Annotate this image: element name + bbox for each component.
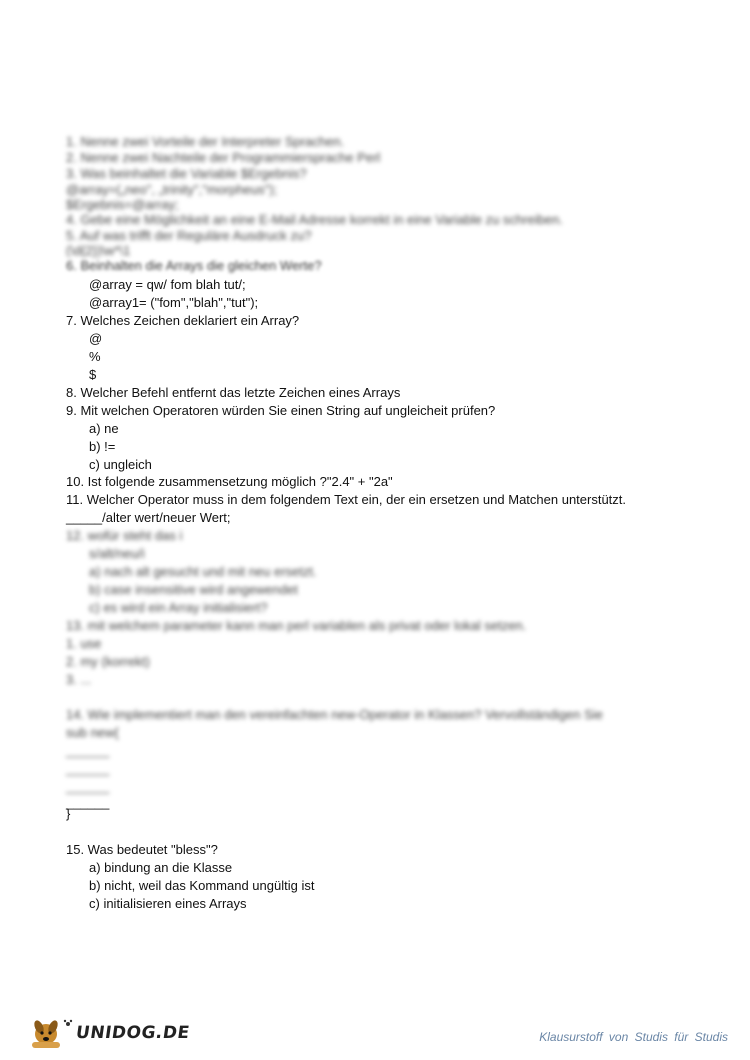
question-9-option-c: c) ungleich <box>89 457 152 472</box>
question-1: 1. Nenne zwei Vorteile der Interpreter Sprachen. <box>66 134 345 149</box>
question-6: 6. Beinhalten die Arrays die gleichen Werte? <box>66 258 322 273</box>
question-3-code-2: $Ergebnis=@array; <box>66 197 179 212</box>
question-13-option-1: 1. use <box>66 636 102 651</box>
question-7-option-c: $ <box>89 367 97 382</box>
question-13: 13. mit welchem parameter kann man perl variablen als privat oder lokal setzen. <box>66 618 527 633</box>
question-11: 11. Welcher Operator muss in dem folgendem Text ein, der ein ersetzen und Matchen unterstützt. <box>66 492 627 507</box>
question-15-option-b: b) nicht, weil das Kommand ungültig ist <box>89 878 315 893</box>
question-11-code: _____/alter wert/neuer Wert; <box>66 510 231 525</box>
question-3: 3. Was beinhaltet die Variable $Ergebnis? <box>66 166 307 181</box>
unidog-logo <box>24 1012 191 1052</box>
question-5-code: (\d{2})\w*\1 <box>66 243 131 258</box>
dog-icon <box>24 1012 74 1052</box>
question-15-option-a: a) bindung an die Klasse <box>89 860 233 875</box>
question-7-option-b: % <box>89 349 101 364</box>
question-14: 14. Wie implementiert man den vereinfachten new-Operator in Klassen? Vervollständigen Sie <box>66 707 603 722</box>
question-9: 9. Mit welchen Operatoren würden Sie einen String auf ungleicheit prüfen? <box>66 403 496 418</box>
question-14-blank-2: ______ <box>66 761 110 776</box>
question-12-code: s/alt/neu/i <box>89 546 145 561</box>
logo-text: UNIDOG.DE <box>74 1023 191 1043</box>
question-14-blank-4: ______ <box>66 795 110 810</box>
question-12: 12. wofür steht das i <box>66 528 183 543</box>
question-2: 2. Nenne zwei Nachteile der Programmiersprache Perl <box>66 150 381 165</box>
question-14-blank-3: ______ <box>66 779 110 794</box>
question-14-code: sub new{ <box>66 725 119 740</box>
question-12-option-c: c) es wird ein Array initialisiert? <box>89 600 268 615</box>
question-15-option-c: c) initialisieren eines Arrays <box>89 896 247 911</box>
question-6-code-2: @array1= ("fom","blah","tut"); <box>89 295 259 310</box>
question-15: 15. Was bedeutet "bless"? <box>66 842 218 857</box>
question-10: 10. Ist folgende zusammensetzung möglich ?"2.4" + "2a" <box>66 474 393 489</box>
question-5: 5. Auf was trifft der Reguläre Ausdruck zu? <box>66 228 312 243</box>
question-13-option-3: 3. ... <box>66 672 92 687</box>
question-7: 7. Welches Zeichen deklariert ein Array? <box>66 313 300 328</box>
question-6-code-1: @array = qw/ fom blah tut/; <box>89 277 246 292</box>
question-8: 8. Welcher Befehl entfernt das letzte Zeichen eines Arrays <box>66 385 401 400</box>
question-9-option-b: b) != <box>89 439 116 454</box>
footer-tagline: Klausurstoff von Studis für Studis <box>539 1030 728 1044</box>
question-13-option-2: 2. my (korrekt) <box>66 654 150 669</box>
question-12-option-b: b) case insensitive wird angewendet <box>89 582 298 597</box>
question-9-option-a: a) ne <box>89 421 119 436</box>
question-4: 4. Gebe eine Möglichkeit an eine E-Mail Adresse korrekt in eine Variable zu schreiben. <box>66 212 563 227</box>
question-14-close: } <box>66 806 71 821</box>
question-3-code-1: @array=(„neo", „trinity","morpheus"); <box>66 182 278 197</box>
question-12-option-a: a) nach alt gesucht und mit neu ersetzt. <box>89 564 317 579</box>
question-14-blank-1: ______ <box>66 743 110 758</box>
question-7-option-a: @ <box>89 331 103 346</box>
